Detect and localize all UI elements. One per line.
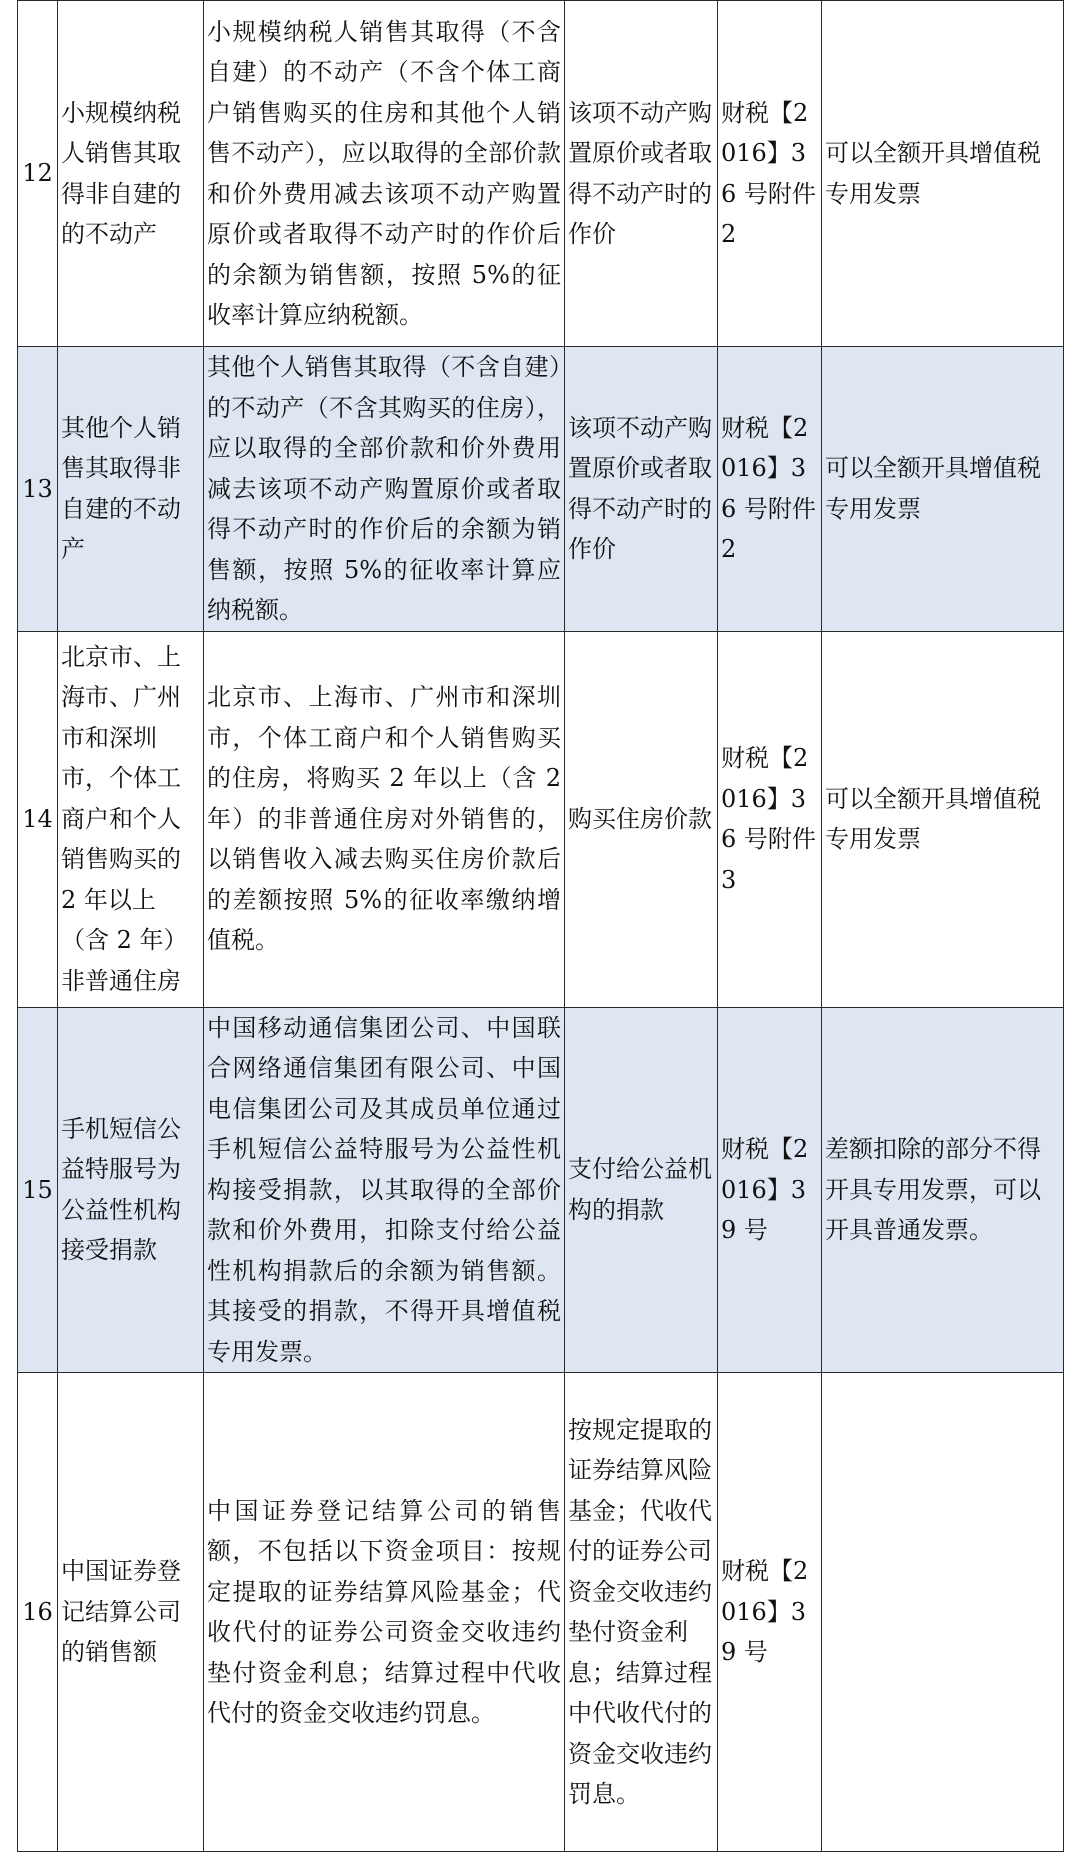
invoice-cell: 可以全额开具增值税专用发票 [822,631,1064,1007]
item-cell: 手机短信公益特服号为公益性机构接受捐款 [58,1007,204,1373]
invoice-cell [822,1373,1064,1852]
policy-cell: 北京市、上海市、广州市和深圳市，个体工商户和个人销售购买的住房，将购买 2 年以上（含 2 年）的非普通住房对外销售的，以销售收入减去购买住房价款后的差额按照 5%的征收率缴纳增值税。 [204,631,565,1007]
row-number: 15 [18,1007,58,1373]
policy-cell: 中国证券登记结算公司的销售额，不包括以下资金项目：按规定提取的证券结算风险基金；代收代付的证券公司资金交收违约垫付资金利息；结算过程中代收代付的资金交收违约罚息。 [204,1373,565,1852]
table-row [18,631,1064,1007]
table-row [18,1373,1064,1852]
deduction-cell: 该项不动产购置原价或者取得不动产时的作价 [565,1,718,347]
document-cell: 财税【2016】36 号附件 2 [718,1,822,347]
row-number: 16 [18,1373,58,1852]
table-row [18,1,1064,347]
item-cell: 中国证券登记结算公司的销售额 [58,1373,204,1852]
invoice-cell: 可以全额开具增值税专用发票 [822,347,1064,632]
table-row [18,347,1064,632]
policy-cell: 小规模纳税人销售其取得（不含自建）的不动产（不含个体工商户销售购买的住房和其他个人销售不动产），应以取得的全部价款和价外费用减去该项不动产购置原价或者取得不动产时的作价后的余额为销售额，按照 5%的征收率计算应纳税额。 [204,1,565,347]
document-cell: 财税【2016】39 号 [718,1007,822,1373]
deduction-cell: 按规定提取的证券结算风险基金；代收代付的证券公司资金交收违约垫付资金利息；结算过程中代收代付的资金交收违约罚息。 [565,1373,718,1852]
deduction-cell: 支付给公益机构的捐款 [565,1007,718,1373]
invoice-cell: 可以全额开具增值税专用发票 [822,1,1064,347]
row-number: 12 [18,1,58,347]
deduction-cell: 该项不动产购置原价或者取得不动产时的作价 [565,347,718,632]
item-cell: 其他个人销售其取得非自建的不动产 [58,347,204,632]
item-cell: 小规模纳税人销售其取得非自建的的不动产 [58,1,204,347]
row-number: 14 [18,631,58,1007]
document-cell: 财税【2016】39 号 [718,1373,822,1852]
policy-cell: 其他个人销售其取得（不含自建）的不动产（不含其购买的住房），应以取得的全部价款和价外费用减去该项不动产购置原价或者取得不动产时的作价后的余额为销售额，按照 5%的征收率计算应纳税额。 [204,347,565,632]
invoice-cell: 差额扣除的部分不得开具专用发票，可以开具普通发票。 [822,1007,1064,1373]
document-cell: 财税【2016】36 号附件 3 [718,631,822,1007]
tax-deduction-table [17,0,1064,1852]
document-cell: 财税【2016】36 号附件 2 [718,347,822,632]
row-number: 13 [18,347,58,632]
deduction-cell: 购买住房价款 [565,631,718,1007]
policy-cell: 中国移动通信集团公司、中国联合网络通信集团有限公司、中国电信集团公司及其成员单位通过手机短信公益特服号为公益性机构接受捐款，以其取得的全部价款和价外费用，扣除支付给公益性机构捐款后的余额为销售额。其接受的捐款，不得开具增值税专用发票。 [204,1007,565,1373]
table-row [18,1007,1064,1373]
item-cell: 北京市、上海市、广州市和深圳市，个体工商户和个人销售购买的 2 年以上（含 2 年）非普通住房 [58,631,204,1007]
